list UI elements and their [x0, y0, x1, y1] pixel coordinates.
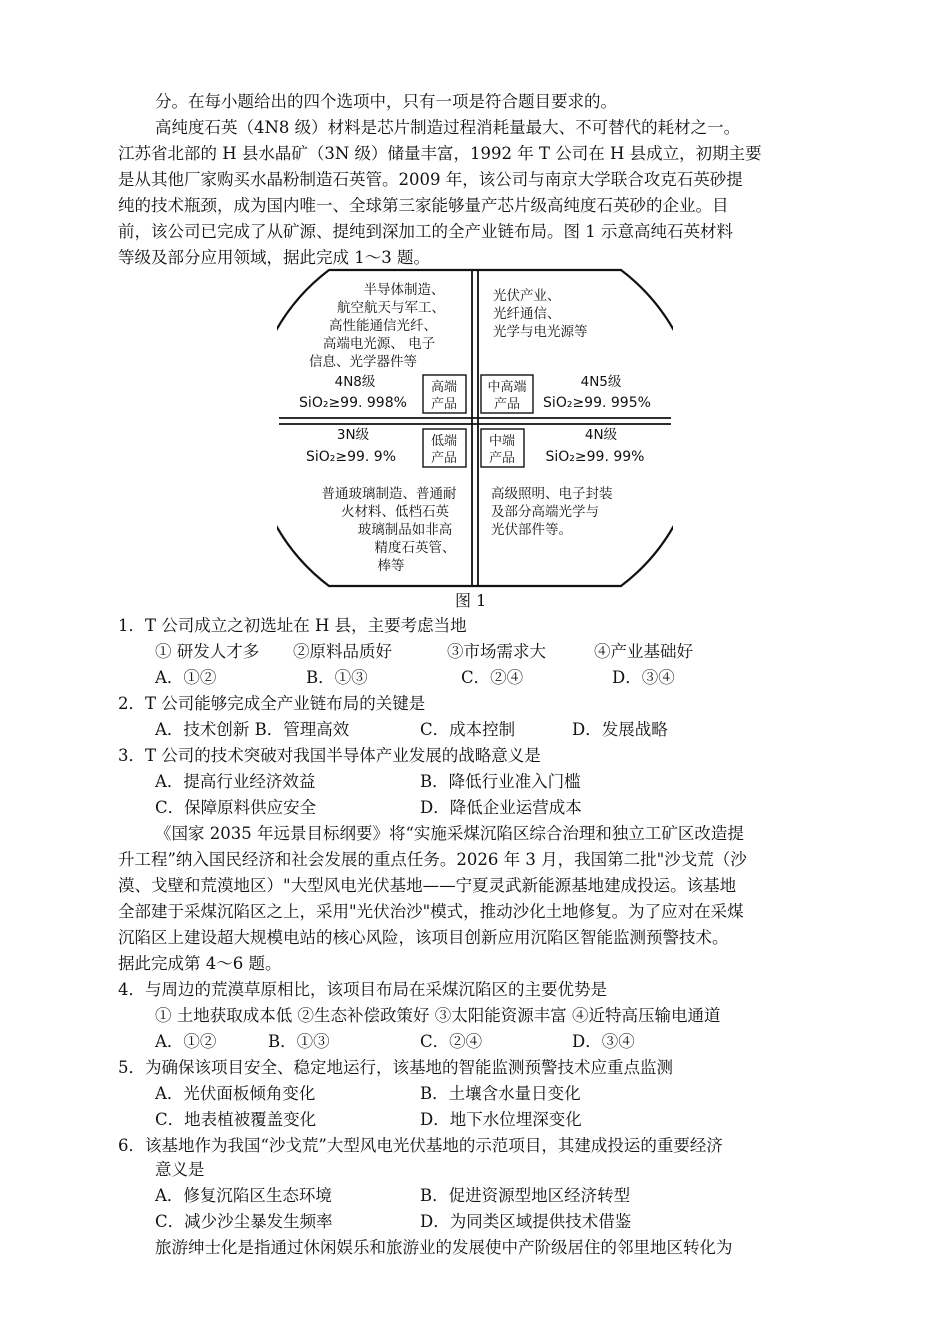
- question-stem: 5．为确保该项目安全、稳定地运行，该基地的智能监测预警技术应重点监测: [118, 1058, 673, 1077]
- question-stem-cont: 意义是: [155, 1160, 205, 1179]
- tr-app: 光学与电光源等: [493, 324, 588, 340]
- br-app: 高级照明、电子封装: [491, 486, 613, 502]
- q6-option-a[interactable]: A．修复沉陷区生态环境: [155, 1186, 332, 1205]
- br-grade: 4N级: [584, 427, 618, 443]
- q5-option-d[interactable]: D．地下水位埋深变化: [420, 1110, 582, 1129]
- tr-tier: 产品: [493, 397, 521, 412]
- q5-option-b[interactable]: B．土壤含水量日变化: [420, 1084, 581, 1103]
- br-app: 及部分高端光学与: [491, 504, 599, 520]
- br-purity: SiO₂≥99. 99%: [545, 449, 645, 465]
- question-stem: 6．该基地作为我国“沙戈荒”大型风电光伏基地的示范项目，其建成投运的重要经济: [118, 1136, 723, 1155]
- bl-grade: 3N级: [336, 427, 370, 443]
- q3-option-a[interactable]: A．提高行业经济效益: [155, 772, 316, 791]
- tr-purity: SiO₂≥99. 995%: [543, 395, 651, 411]
- tl-purity: SiO₂≥99. 998%: [299, 395, 407, 411]
- bl-app: 火材料、低档石英: [341, 504, 449, 520]
- tl-tier: 高端: [430, 380, 458, 395]
- question-stem: 1．T 公司成立之初选址在 H 县，主要考虑当地: [118, 616, 467, 635]
- q4-option-b[interactable]: B．①③: [268, 1032, 330, 1051]
- tr-app: 光纤通信、: [493, 306, 561, 322]
- passage-line: 《国家 2035 年远景目标纲要》将“实施采煤沉陷区综合治理和独立工矿区改造提: [155, 824, 744, 843]
- tr-tier: 中高端: [487, 380, 527, 395]
- q4-items: ① 土地获取成本低 ②生态补偿政策好 ③太阳能资源丰富 ④近特高压输电通道: [155, 1006, 721, 1025]
- q5-option-c[interactable]: C．地表植被覆盖变化: [155, 1110, 317, 1129]
- intro-line: 江苏省北部的 H 县水晶矿（3N 级）储量丰富，1992 年 T 公司在 H 县成立，初期主要: [118, 144, 762, 163]
- figure-caption: 图 1: [455, 591, 487, 610]
- passage-line: 沉陷区上建设超大规模电站的核心风险，该项目创新应用沉陷区智能监测预警技术。: [118, 928, 729, 947]
- intro-line: 是从其他厂家购买水晶粉制造石英管。2009 年，该公司与南京大学联合攻克石英砂提: [118, 170, 743, 189]
- q3-option-b[interactable]: B．降低行业准入门槛: [420, 772, 581, 791]
- bl-purity: SiO₂≥99. 9%: [305, 449, 397, 465]
- q1-item: ① 研发人才多: [155, 642, 260, 661]
- tr-grade: 4N5级: [580, 374, 622, 390]
- q5-option-a[interactable]: A．光伏面板倾角变化: [155, 1084, 316, 1103]
- q1-option-c[interactable]: C．②④: [461, 668, 524, 687]
- q6-option-c[interactable]: C．减少沙尘暴发生频率: [155, 1212, 333, 1231]
- tl-app: 高端电光源、 电子: [322, 336, 436, 352]
- intro-line: 分。在每小题给出的四个选项中，只有一项是符合题目要求的。: [155, 92, 617, 111]
- intro-line: 等级及部分应用领域，据此完成 1～3 题。: [118, 248, 430, 267]
- q2-option-d[interactable]: D．发展战略: [572, 720, 668, 739]
- intro-line: 纯的技术瓶颈，成为国内唯一、全球第三家能够量产芯片级高纯度石英砂的企业。目: [118, 196, 729, 215]
- passage-line: 据此完成第 4～6 题。: [118, 954, 282, 973]
- q1-option-d[interactable]: D．③④: [612, 668, 675, 687]
- br-tier: 中端: [488, 434, 516, 449]
- tl-app: 航空航天与军工、: [337, 300, 445, 316]
- br-app: 光伏部件等。: [491, 522, 572, 538]
- bl-tier: 产品: [430, 451, 458, 466]
- q1-item: ③市场需求大: [447, 642, 546, 661]
- passage-line: 漠、戈壁和荒漠地区）"大型风电光伏基地——宁夏灵武新能源基地建成投运。该基地: [118, 876, 737, 895]
- tr-app: 光伏产业、: [493, 288, 561, 304]
- intro-line: 前，该公司已完成了从矿源、提纯到深加工的全产业链布局。图 1 示意高纯石英材料: [118, 222, 733, 241]
- q3-option-c[interactable]: C．保障原料供应安全: [155, 798, 317, 817]
- br-tier: 产品: [488, 451, 516, 466]
- q1-item: ④产业基础好: [594, 642, 693, 661]
- bl-tier: 低端: [430, 434, 458, 449]
- q3-option-d[interactable]: D．降低企业运营成本: [420, 798, 582, 817]
- question-stem: 4．与周边的荒漠草原相比，该项目布局在采煤沉陷区的主要优势是: [118, 980, 607, 999]
- bl-app: 普通玻璃制造、普通耐: [321, 486, 457, 502]
- q6-option-b[interactable]: B．促进资源型地区经济转型: [420, 1186, 631, 1205]
- question-stem: 2．T 公司能够完成全产业链布局的关键是: [118, 694, 426, 713]
- passage-line: 升工程”纳入国民经济和社会发展的重点任务。2026 年 3 月，我国第二批"沙戈荒（沙: [118, 850, 747, 869]
- q1-option-b[interactable]: B．①③: [306, 668, 368, 687]
- tl-app: 信息、光学器件等: [309, 354, 417, 370]
- q4-option-a[interactable]: A．①②: [155, 1032, 217, 1051]
- q4-option-c[interactable]: C．②④: [420, 1032, 483, 1051]
- tl-app: 半导体制造、: [363, 282, 445, 298]
- q2-option-c[interactable]: C．成本控制: [420, 720, 516, 739]
- question-stem: 3．T 公司的技术突破对我国半导体产业发展的战略意义是: [118, 746, 541, 765]
- bl-app: 精度石英管、: [374, 540, 456, 556]
- tl-app: 高性能通信光纤、: [329, 318, 437, 334]
- bl-app: 玻璃制品如非高: [357, 522, 453, 538]
- q4-option-d[interactable]: D．③④: [572, 1032, 635, 1051]
- q1-item: ②原料品质好: [293, 642, 392, 661]
- bl-app: 棒等: [377, 558, 405, 574]
- q1-option-a[interactable]: A．①②: [155, 668, 217, 687]
- q6-option-d[interactable]: D．为同类区域提供技术借鉴: [420, 1212, 632, 1231]
- tl-tier: 产品: [430, 397, 458, 412]
- quartz-grade-figure: [277, 268, 673, 588]
- passage-line: 旅游绅士化是指通过休闲娱乐和旅游业的发展使中产阶级居住的邻里地区转化为: [155, 1238, 733, 1257]
- q2-option-ab[interactable]: A．技术创新 B．管理高效: [155, 720, 350, 739]
- tl-grade: 4N8级: [334, 374, 376, 390]
- passage-line: 全部建于采煤沉陷区之上，采用"光伏治沙"模式，推动沙化土地修复。为了应对在采煤: [118, 902, 744, 921]
- intro-line: 高纯度石英（4N8 级）材料是芯片制造过程消耗量最大、不可替代的耗材之一。: [155, 118, 741, 137]
